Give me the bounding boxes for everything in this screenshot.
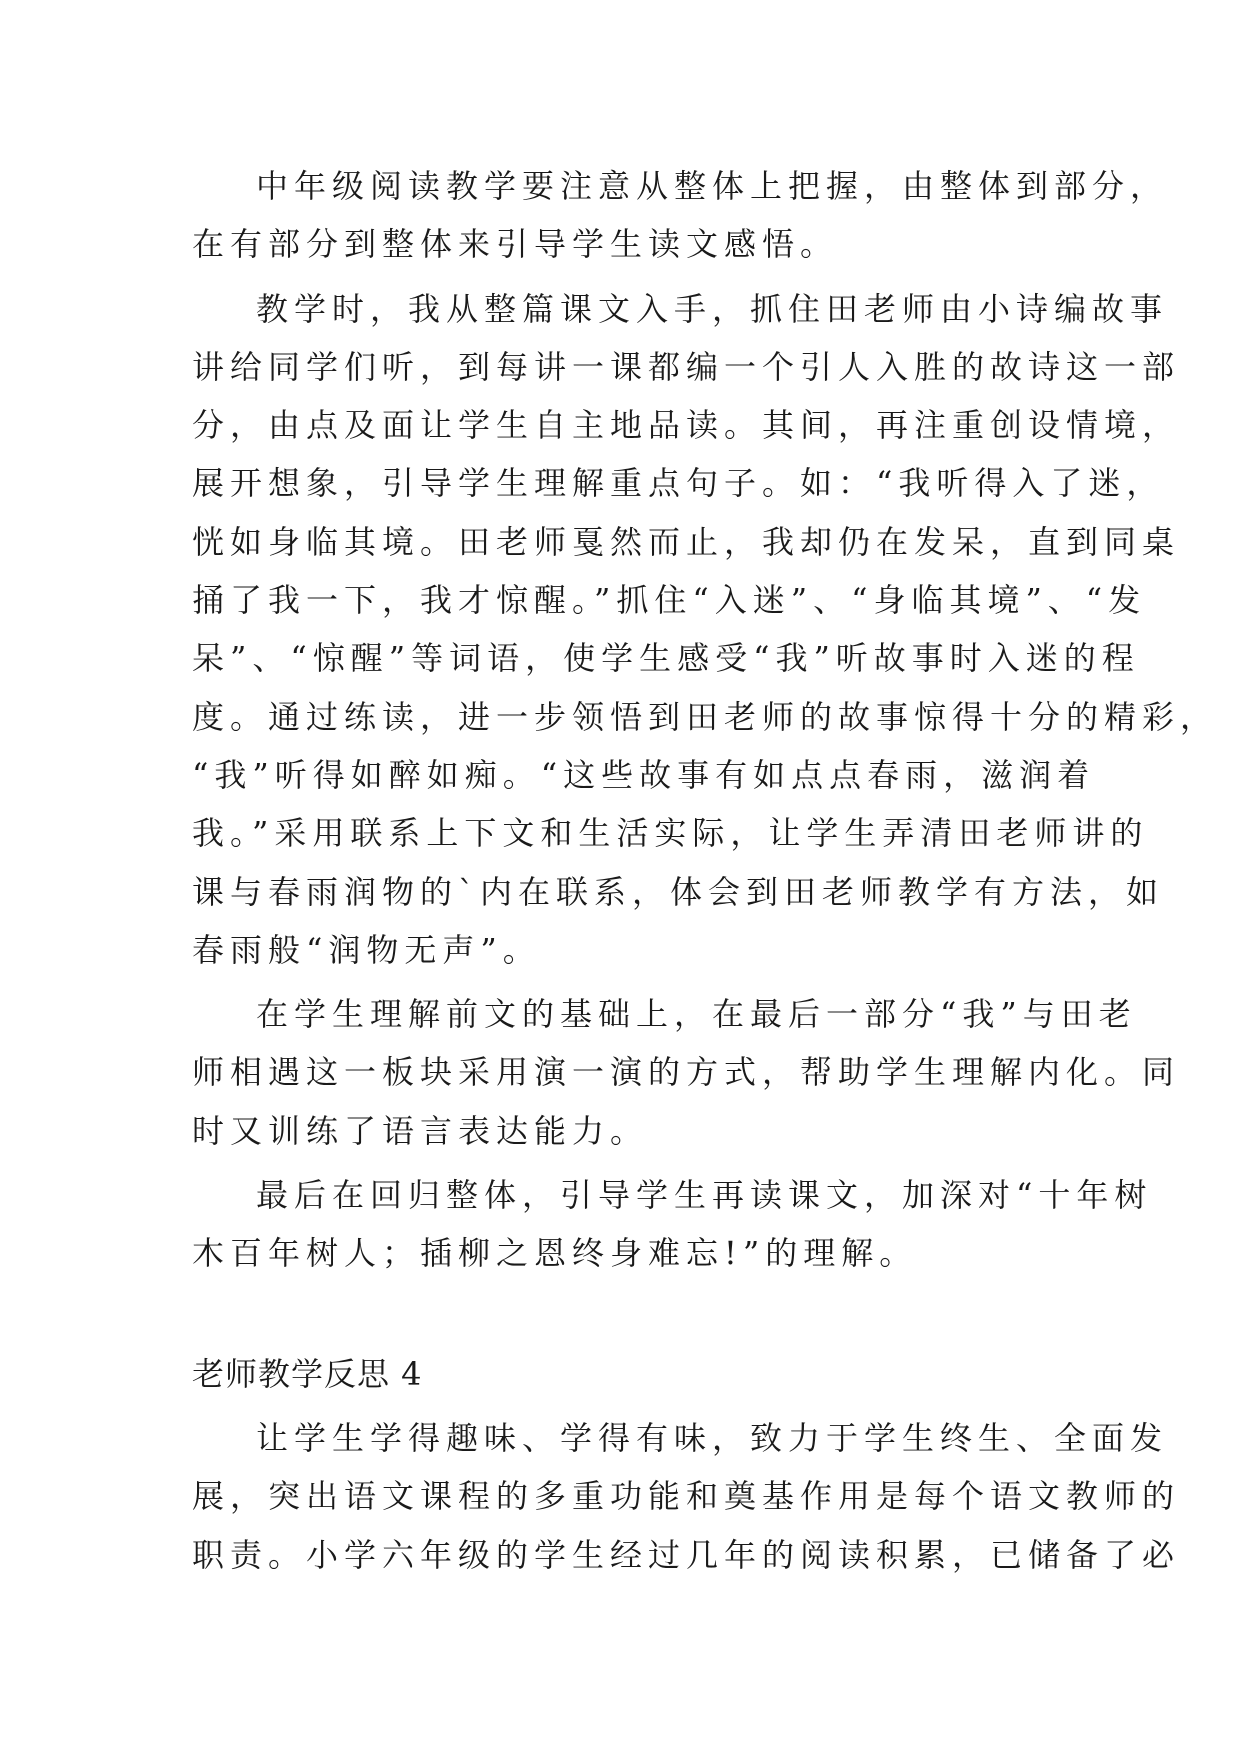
text-line: 课与春雨润物的`内在联系，体会到田老师教学有方法，如 <box>192 872 1165 911</box>
text-line: 师相遇这一板块采用演一演的方式，帮助学生理解内化。同 <box>192 1053 1181 1092</box>
text-line: 教学时，我从整篇课文入手，抓住田老师由小诗编故事 <box>256 289 1169 328</box>
text-line: 春雨般“润物无声”。 <box>192 930 541 969</box>
text-line: 讲给同学们听，到每讲一课都编一个引人入胜的故诗这一部 <box>192 347 1181 386</box>
document-page <box>192 157 1219 1584</box>
text-line: 度。通过练读，进一步领悟到田老师的故事惊得十分的精彩， <box>192 697 1219 736</box>
text-line: 展开想象，引导学生理解重点句子。如：“我听得入了迷， <box>192 464 1165 503</box>
text-line: 在有部分到整体来引导学生读文感悟。 <box>192 225 839 264</box>
text-line: 分，由点及面让学生自主地品读。其间，再注重创设情境， <box>192 406 1181 445</box>
text-line: 呆”、“惊醒”等词语，使学生感受“我”听故事时入迷的程 <box>192 639 1140 678</box>
text-line: 木百年树人；插柳之恩终身难忘!”的理解。 <box>192 1234 918 1273</box>
text-line: 最后在回归整体，引导学生再读课文，加深对“十年树 <box>256 1176 1153 1215</box>
text-line: 在学生理解前文的基础上，在最后一部分“我”与田老 <box>256 995 1137 1034</box>
text-line: 我。”采用联系上下文和生活实际，让学生弄清田老师讲的 <box>192 814 1149 853</box>
paragraph-4 <box>192 1166 1153 1283</box>
text-line: 中年级阅读教学要注意从整体上把握，由整体到部分， <box>256 167 1169 205</box>
text-line: 展，突出语文课程的多重功能和奠基作用是每个语文教师的 <box>192 1477 1181 1516</box>
section-heading: 老师教学反思 4 <box>192 1354 423 1393</box>
text-line: 捅了我一下，我才惊醒。”抓住“入迷”、“身临其境”、“发 <box>192 581 1147 620</box>
paragraph-3 <box>192 985 1181 1160</box>
paragraph-1 <box>192 157 1169 274</box>
paragraph-5 <box>192 1409 1181 1584</box>
text-line: 时又训练了语言表达能力。 <box>192 1111 649 1150</box>
text-line: “我”听得如醉如痴。“这些故事有如点点春雨，滋润着 <box>192 755 1096 794</box>
text-line: 恍如身临其境。田老师戛然而止，我却仍在发呆，直到同桌 <box>192 522 1181 561</box>
text-line: 职责。小学六年级的学生经过几年的阅读积累，已储备了必 <box>192 1535 1181 1574</box>
text-line: 让学生学得趣味、学得有味，致力于学生终生、全面发 <box>256 1418 1169 1457</box>
paragraph-2 <box>192 280 1219 980</box>
